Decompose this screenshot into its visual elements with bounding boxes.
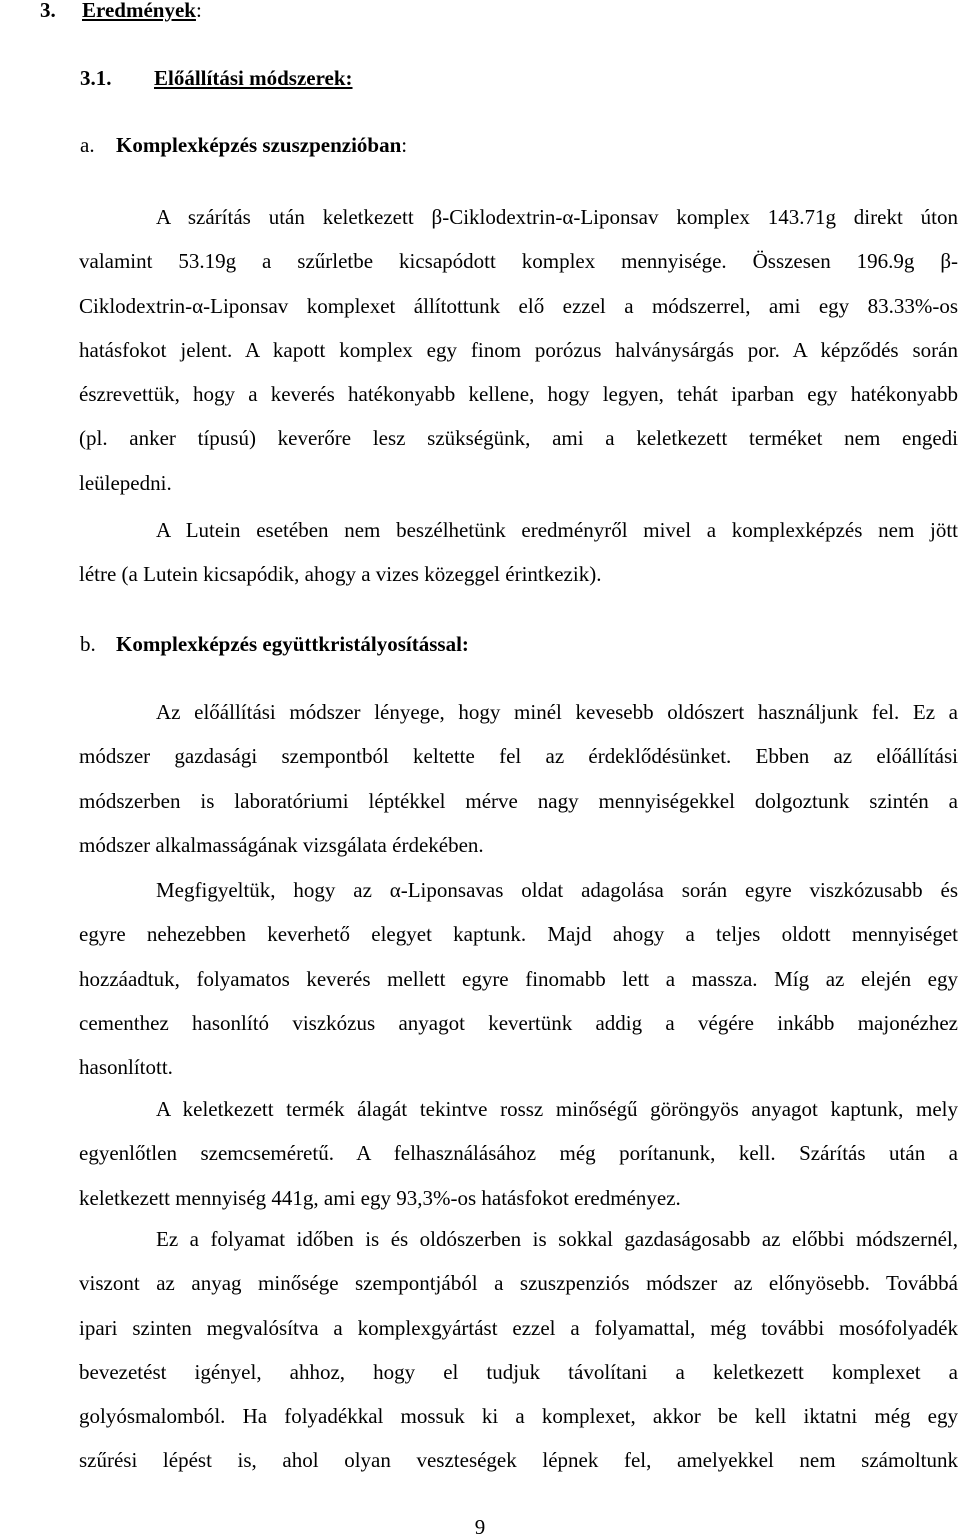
- text-line: hozzáadtuk, folyamatos keverés mellett egyre finomabb lett a massza. Míg az elején egy: [79, 966, 958, 991]
- text-line: (pl. anker típusú) keverőre lesz szükségünk, ami a keletkezett terméket nem engedi: [79, 426, 958, 451]
- text-line: hatásfokot jelent. A kapott komplex egy finom porózus halványsárgás por. A képződés során: [79, 337, 958, 362]
- text-line: leülepedni.: [79, 470, 172, 495]
- text-line: ipari szinten megvalósítva a komplexgyártást ezzel a folyamattal, még további mosófolyadék: [79, 1315, 958, 1340]
- paragraph-observations: [2, 868, 958, 1089]
- paragraph-suspension-results: [2, 195, 958, 505]
- paragraph-comparison: [2, 1217, 958, 1483]
- method-a-heading: [80, 133, 407, 158]
- section-number: 3.: [40, 0, 56, 22]
- subsection-title: Előállítási módszerek:: [154, 66, 353, 90]
- method-a-title: Komplexképzés szuszpenzióban: [116, 133, 402, 157]
- text-line: szűrési lépést is, ahol olyan veszteségek lépnek fel, amelyekkel nem számoltunk: [79, 1448, 958, 1473]
- text-line: hasonlított.: [79, 1055, 173, 1080]
- text-line: A keletkezett termék álagát tekintve rossz minőségű göröngyös anyagot kaptunk, mely: [156, 1097, 958, 1121]
- method-a-letter: a.: [80, 133, 95, 157]
- paragraph-lutein: [2, 508, 958, 597]
- subsection-heading: [80, 66, 353, 91]
- text-line: észrevettük, hogy a keverés hatékonyabb kellene, hogy legyen, tehát iparban egy hatékonyabb: [79, 382, 958, 407]
- method-b-letter: b.: [80, 632, 96, 656]
- text-line: Ciklodextrin-α-Liponsav komplexet állítottunk elő ezzel a módszerrel, ami egy 83.33%-os: [79, 293, 958, 318]
- text-line: valamint 53.19g a szűrletbe kicsapódott komplex mennyisége. Összesen 196.9g β-: [79, 249, 958, 274]
- page-number: 9: [474, 1515, 486, 1539]
- text-line: egyenlőtlen szemcseméretű. A felhasználásához még porítanunk, kell. Szárítás után a: [79, 1141, 958, 1166]
- text-line: A Lutein esetében nem beszélhetünk eredményről mivel a komplexképzés nem jött: [156, 518, 958, 542]
- text-line: Az előállítási módszer lényege, hogy minél kevesebb oldószert használjunk fel. Ez a: [156, 700, 958, 724]
- paragraph-cocrystal-intro: [2, 690, 958, 867]
- text-line: módszer gazdasági szempontból keltette fel az érdeklődésünket. Ebben az előállítási: [79, 744, 958, 769]
- section-title: Eredmények: [82, 0, 196, 22]
- text-line: egyre nehezebben keverhető elegyet kaptunk. Majd ahogy a teljes oldott mennyiséget: [79, 922, 958, 947]
- method-b-heading: [80, 632, 469, 657]
- text-line: bevezetést igényel, ahhoz, hogy el tudjuk távolítani a keletkezett komplexet a: [79, 1359, 958, 1384]
- method-a-suffix: :: [401, 133, 408, 157]
- text-line: keletkezett mennyiség 441g, ami egy 93,3%-os hatásfokot eredményez.: [79, 1185, 681, 1210]
- text-line: A szárítás után keletkezett β-Ciklodextrin-α-Liponsav komplex 143.71g direkt úton: [156, 205, 958, 229]
- method-b-title: Komplexképzés együttkristályosítással:: [116, 632, 469, 656]
- text-line: Ez a folyamat időben is és oldószerben is sokkal gazdaságosabb az előbbi módszernél,: [156, 1227, 958, 1251]
- subsection-number: 3.1.: [80, 66, 112, 90]
- paragraph-product-quality: [2, 1087, 958, 1220]
- text-line: Megfigyeltük, hogy az α-Liponsavas oldat adagolása során egyre viszkózusabb és: [156, 878, 958, 902]
- text-line: cementhez hasonlító viszkózus anyagot kevertünk addig a végére inkább majonézhez: [79, 1010, 958, 1035]
- text-line: módszerben is laboratóriumi léptékkel mérve nagy mennyiségekkel dolgoztunk szintén a: [79, 788, 958, 813]
- text-line: létre (a Lutein kicsapódik, ahogy a vizes közeggel érintkezik).: [79, 562, 602, 587]
- text-line: viszont az anyag minősége szempontjából a szuszpenziós módszer az előnyösebb. Továbbá: [79, 1271, 958, 1296]
- section-heading: [40, 0, 202, 23]
- text-line: golyósmalomból. Ha folyadékkal mossuk ki a komplexet, akkor be kell iktatni még egy: [79, 1404, 958, 1429]
- text-line: módszer alkalmasságának vizsgálata érdekében.: [79, 832, 484, 857]
- section-title-suffix: :: [195, 0, 202, 22]
